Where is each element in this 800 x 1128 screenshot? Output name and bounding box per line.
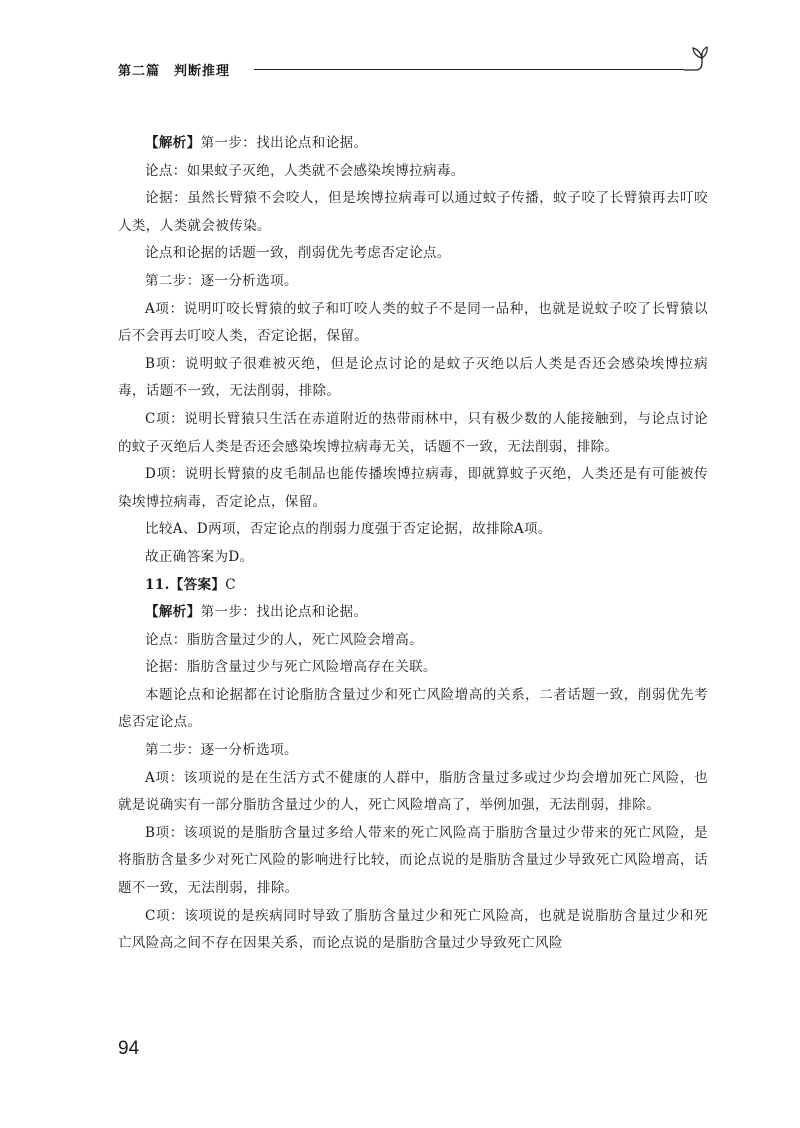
para-label: 【解析】 [145, 604, 201, 621]
running-header [118, 58, 708, 88]
paragraph: B项：该项说的是脂肪含量过多给人带来的死亡风险高于脂肪含量过少带来的死亡风险，是将脂肪含量多少对死亡风险的影响进行比较，而论点说的是脂肪含量过少导致死亡风险增高，话题不一致，无法削弱，排除。 [118, 824, 708, 897]
paragraph: 第二步：逐一分析选项。 [145, 742, 298, 759]
paragraph: D项：说明长臂猿的皮毛制品也能传播埃博拉病毒，即就算蚊子灭绝，人类还是有可能被传染埃博拉病毒，否定论点，保留。 [118, 466, 708, 510]
paragraph: 论据：虽然长臂猿不会咬人，但是埃博拉病毒可以通过蚊子传播，蚊子咬了长臂猿再去叮咬人类，人类就会被传染。 [118, 190, 708, 234]
paragraph: 【解析】第一步：找出论点和论据。 [145, 135, 368, 151]
para-label: 【解析】 [145, 135, 201, 151]
paragraph: 论点和论据的话题一致，削弱优先考虑否定论点。 [145, 245, 451, 262]
header-rule [254, 69, 684, 70]
sprout-icon [680, 44, 708, 74]
paragraph: A项：说明叮咬长臂猿的蚊子和叮咬人类的蚊子不是同一品种，也就是说蚊子咬了长臂猿以后不会再去叮咬人类，否定论据，保留。 [118, 300, 708, 345]
para-label: 11.【答案】 [145, 576, 226, 593]
page-number: 94 [118, 1038, 140, 1059]
paragraph: 本题论点和论据都在讨论脂肪含量过少和死亡风险增高的关系，二者话题一致，削弱优先考虑否定论点。 [118, 686, 708, 731]
paragraph: 第二步：逐一分析选项。 [145, 272, 298, 289]
section-title: 第二篇 判断推理 [118, 64, 231, 79]
paragraph: 故正确答案为D。 [145, 548, 254, 565]
paragraph: C项：该项说的是疾病同时导致了脂肪含量过少和死亡风险高，也就是说脂肪含量过少和死亡风险高之间不存在因果关系，而论点说的是脂肪含量过少导致死亡风险 [118, 907, 708, 952]
paragraph: 比较A、D两项，否定论点的削弱力度强于否定论据，故排除A项。 [145, 521, 552, 538]
paragraph: 论点：如果蚊子灭绝，人类就不会感染埃博拉病毒。 [145, 162, 465, 179]
paragraph: 论据：脂肪含量过少与死亡风险增高存在关联。 [145, 659, 437, 676]
paragraph: A项：该项说的是在生活方式不健康的人群中，脂肪含量过多或过少均会增加死亡风险，也就是说确实有一部分脂肪含量过少的人，死亡风险增高了，举例加强，无法削弱，排除。 [118, 769, 708, 814]
paragraph: B项：说明蚊子很难被灭绝，但是论点讨论的是蚊子灭绝以后人类是否还会感染埃博拉病毒，话题不一致，无法削弱，排除。 [118, 355, 708, 400]
paragraph: C项：说明长臂猿只生活在赤道附近的热带雨林中，只有极少数的人能接触到，与论点讨论的蚊子灭绝后人类是否还会感染埃博拉病毒无关，话题不一致，无法削弱，排除。 [118, 410, 708, 455]
paragraph: 论点：脂肪含量过少的人，死亡风险会增高。 [145, 631, 423, 648]
answer-line: 11.【答案】C [145, 576, 237, 593]
answer-explanation-body [118, 130, 708, 958]
paragraph: 【解析】第一步：找出论点和论据。 [145, 604, 368, 621]
